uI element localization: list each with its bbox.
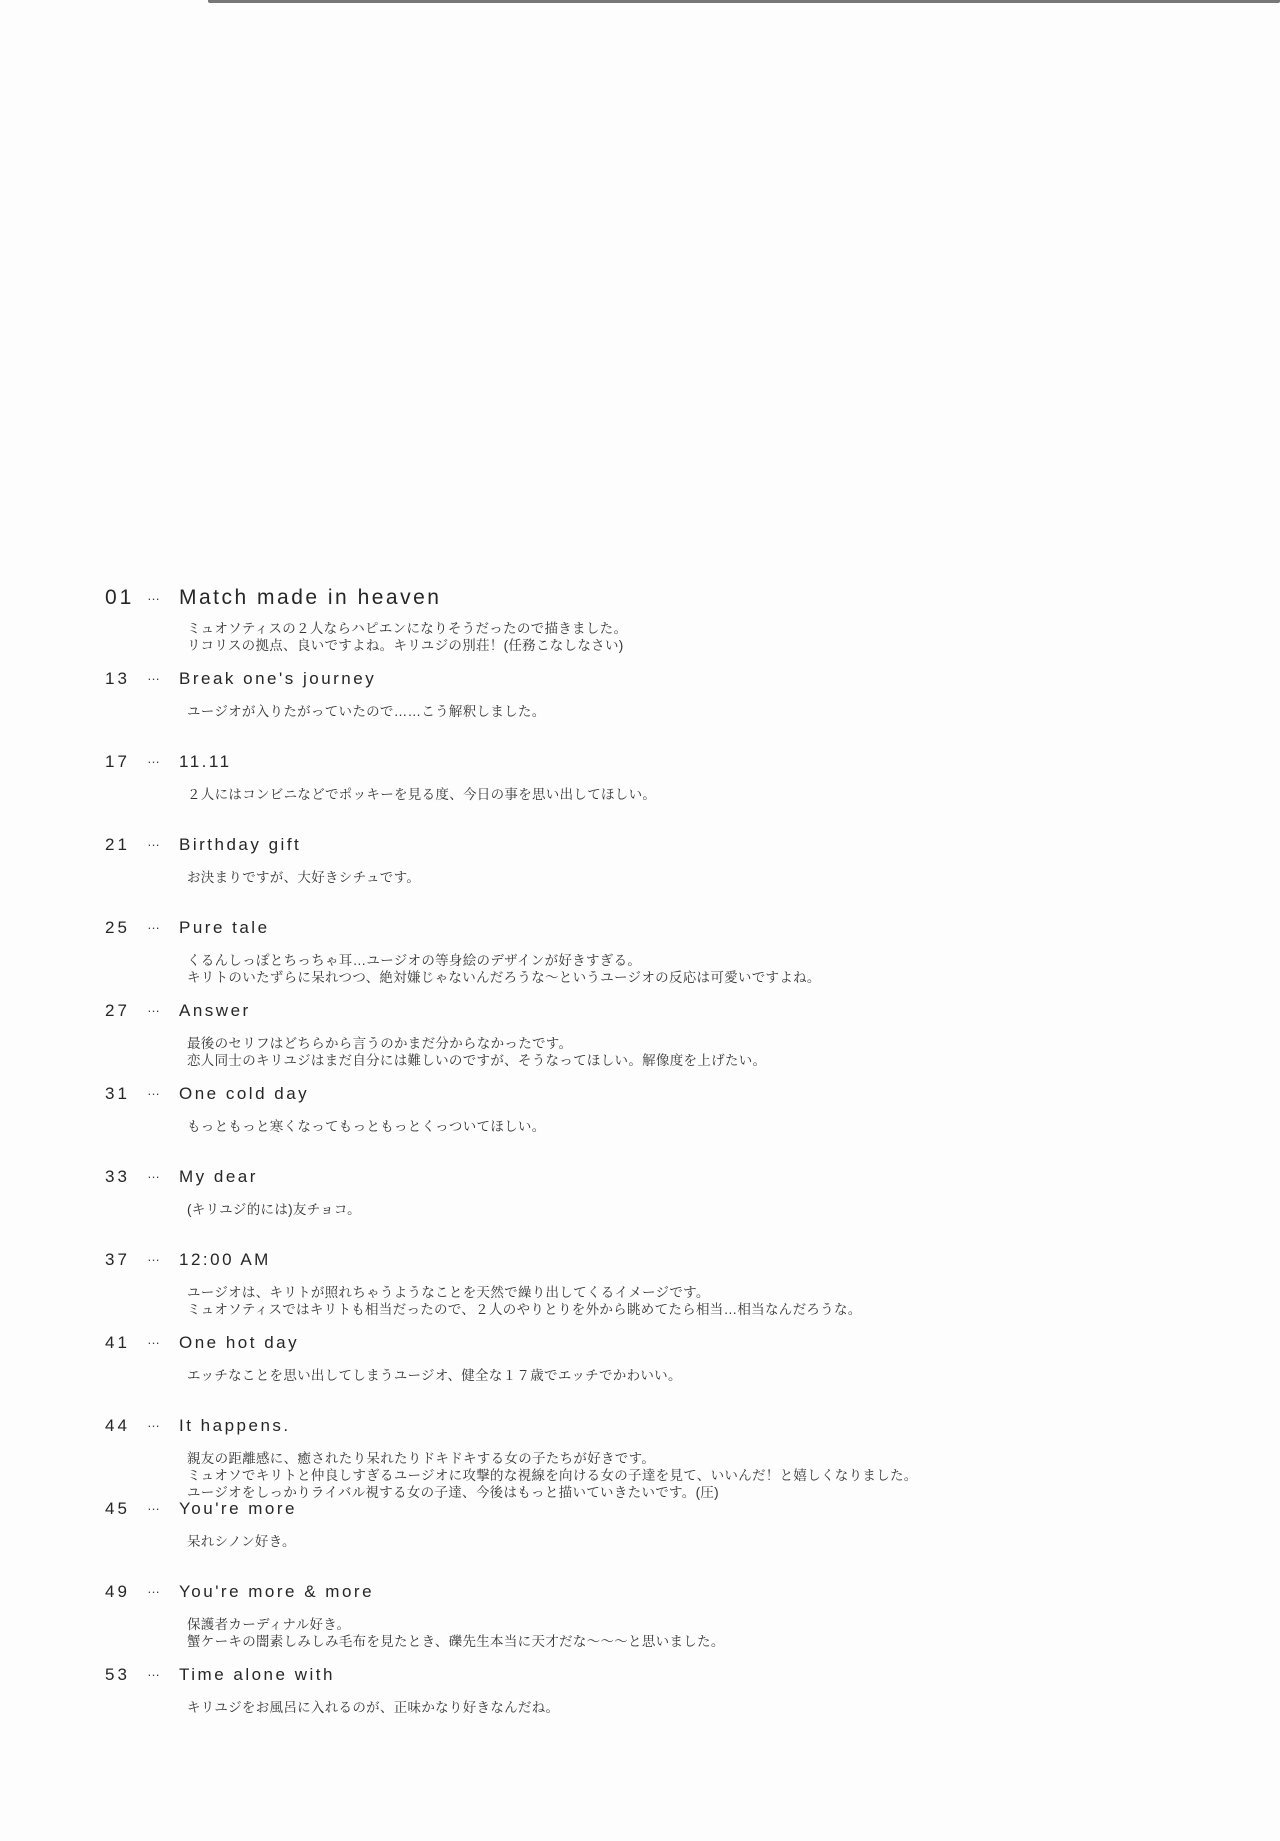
chapter-notes [187,1367,1280,1384]
leader-dots: … [147,834,161,849]
toc-entry [0,1333,1280,1416]
chapter-title: You're more [179,1499,298,1518]
chapter-note-line: 保護者カーディナル好き。 [187,1617,351,1632]
chapter-note-line: もっともっと寒くなってもっともっとくっついてほしい。 [187,1119,546,1134]
chapter-note-line: 恋人同士のキリユジはまだ自分には難しいのですが、そうなってほしい。解像度を上げたい。 [187,1053,767,1068]
toc-entry [0,752,1280,835]
page-number: 21 [105,835,130,854]
chapter-notes [187,1450,1280,1501]
toc-entry-head [105,1167,1280,1195]
page-edge-artifact [208,0,1280,3]
chapter-title: It happens. [179,1416,291,1435]
chapter-title: One hot day [179,1333,300,1352]
leader-dots: … [147,917,161,932]
chapter-notes [187,1699,1280,1716]
chapter-note-line: ミュオソティスではキリトも相当だったので、２人のやりとりを外から眺めてたら相当…相当なんだろうな。 [187,1302,862,1317]
chapter-note-line: くるんしっぽとちっちゃ耳…ユージオの等身絵のデザインが好きすぎる。 [187,953,642,968]
toc-entry-head [105,835,1280,863]
chapter-notes [187,1035,1280,1069]
chapter-title: Pure tale [179,918,270,937]
toc-entry [0,1167,1280,1250]
toc-entry-head [105,669,1280,697]
chapter-title: Birthday gift [179,835,302,854]
toc-entry-head [105,1499,1280,1527]
chapter-note-line: ユージオが入りたがっていたので……こう解釈しました。 [187,704,546,719]
chapter-notes [187,1533,1280,1550]
chapter-note-line: (キリユジ的には)友チョコ。 [187,1202,361,1217]
chapter-notes [187,1118,1280,1135]
chapter-note-line: 最後のセリフはどちらから言うのかまだ分からなかったです。 [187,1036,573,1051]
leader-dots: … [147,1249,161,1264]
chapter-note-line: 蟹ケーキの闇素しみしみ毛布を見たとき、礫先生本当に天才だな～～～と思いました。 [187,1634,725,1649]
page-number: 37 [105,1250,130,1269]
leader-dots: … [147,1332,161,1347]
toc-entry-head [105,1416,1280,1444]
chapter-notes [187,869,1280,886]
chapter-title: One cold day [179,1084,310,1103]
toc-entry-head [105,752,1280,780]
toc-entry-head [105,1333,1280,1361]
leader-dots: … [147,1083,161,1098]
page-number: 49 [105,1582,130,1601]
leader-dots: … [147,668,161,683]
chapter-notes [187,952,1280,986]
page-number: 41 [105,1333,130,1352]
leader-dots: … [147,1415,161,1430]
page-number: 33 [105,1167,130,1186]
toc-entry-head [105,918,1280,946]
toc-entry [0,1001,1280,1084]
toc-entry [0,669,1280,752]
leader-dots: … [147,588,161,603]
toc-entry-head [105,1084,1280,1112]
chapter-title: My dear [179,1167,258,1186]
chapter-title: Answer [179,1001,251,1020]
page-number: 45 [105,1499,130,1518]
chapter-title: 12:00 AM [179,1250,271,1269]
page-number: 31 [105,1084,130,1103]
toc-entry-head [105,1582,1280,1610]
chapter-note-line: お決まりですが、大好きシチュです。 [187,870,421,885]
table-of-contents [0,586,1280,1748]
chapter-notes [187,1201,1280,1218]
chapter-note-line: キリユジをお風呂に入れるのが、正味かなり好きなんだね。 [187,1700,560,1715]
chapter-title: Break one's journey [179,669,377,688]
toc-entry [0,835,1280,918]
chapter-note-line: ミュオソでキリトと仲良しすぎるユージオに攻撃的な視線を向ける女の子達を見て、いいんだ！と嬉しくなりました。 [187,1468,918,1483]
page-number: 44 [105,1416,130,1435]
chapter-title: Time alone with [179,1665,335,1684]
page-number: 25 [105,918,130,937]
chapter-notes [187,703,1280,720]
page-number: 53 [105,1665,130,1684]
leader-dots: … [147,1498,161,1513]
toc-entry [0,586,1280,669]
leader-dots: … [147,1581,161,1596]
toc-entry [0,1582,1280,1665]
toc-entry [0,1499,1280,1582]
toc-entry [0,1250,1280,1333]
chapter-title: Match made in heaven [179,586,442,609]
leader-dots: … [147,1664,161,1679]
toc-entry-head [105,1001,1280,1029]
chapter-note-line: エッチなことを思い出してしまうユージオ、健全な１７歳でエッチでかわいい。 [187,1368,682,1383]
page-number: 27 [105,1001,130,1020]
chapter-note-line: リコリスの拠点、良いですよね。キリユジの別荘！(任務こなしなさい) [187,638,624,653]
chapter-notes [187,1284,1280,1318]
chapter-note-line: キリトのいたずらに呆れつつ、絶対嫌じゃないんだろうな～というユージオの反応は可愛いですよね。 [187,970,821,985]
page-number: 13 [105,669,130,688]
chapter-note-line: ユージオをしっかりライバル視する女の子達、今後はもっと描いていきたいです。(圧) [187,1485,719,1500]
chapter-note-line: ミュオソティスの２人ならハピエンになりそうだったので描きました。 [187,621,628,636]
toc-entry-head [105,1250,1280,1278]
page-number: 01 [105,586,135,609]
page-number: 17 [105,752,130,771]
chapter-note-line: ユージオは、キリトが照れちゃうようなことを天然で繰り出してくるイメージです。 [187,1285,710,1300]
toc-entry-head [105,586,1280,614]
chapter-note-line: 呆れシノン好き。 [187,1534,296,1549]
toc-entry-head [105,1665,1280,1693]
leader-dots: … [147,751,161,766]
toc-entry [0,1084,1280,1167]
leader-dots: … [147,1000,161,1015]
chapter-notes [187,786,1280,803]
chapter-note-line: 親友の距離感に、癒されたり呆れたりドキドキする女の子たちが好きです。 [187,1451,656,1466]
toc-entry [0,1665,1280,1748]
chapter-notes [187,620,1280,654]
chapter-note-line: ２人にはコンビニなどでポッキーを見る度、今日の事を思い出してほしい。 [187,787,657,802]
chapter-notes [187,1616,1280,1650]
chapter-title: 11.11 [179,752,232,771]
toc-entry [0,918,1280,1001]
toc-entry [0,1416,1280,1499]
chapter-title: You're more & more [179,1582,375,1601]
leader-dots: … [147,1166,161,1181]
